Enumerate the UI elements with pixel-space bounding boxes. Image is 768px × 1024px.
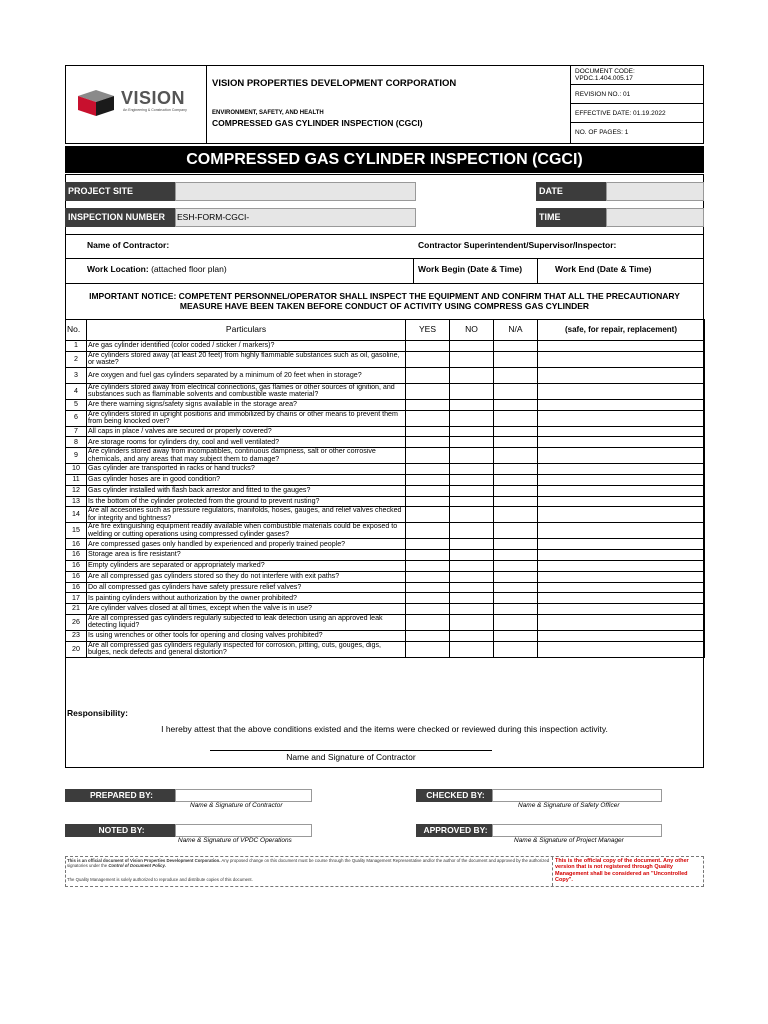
work-begin-label: Work Begin (Date & Time) (418, 264, 523, 274)
work-location-label: Work Location: (attached floor plan) (87, 264, 227, 274)
yes-cell[interactable] (406, 539, 450, 550)
remarks-cell[interactable] (538, 351, 705, 367)
remarks-cell[interactable] (538, 560, 705, 571)
no-of-pages: NO. OF PAGES: 1 (575, 129, 629, 136)
checklist-row (66, 437, 705, 448)
row-number: 12 (66, 485, 87, 496)
yes-cell[interactable] (406, 550, 450, 561)
checklist-row (66, 426, 705, 437)
remarks-cell[interactable] (538, 630, 705, 641)
na-cell[interactable] (494, 437, 538, 448)
official-notice: This is an official document of Vision Properties Development Corporation. Any proposed change on this document must be course through the Quality Management Representative and/or the author of the document and approved by the authorized signatories under the Control of Document Policy. (67, 858, 550, 868)
no-cell[interactable] (450, 571, 494, 582)
na-cell[interactable] (494, 426, 538, 437)
row-number: 5 (66, 399, 87, 410)
row-particular: Are oxygen and fuel gas cylinders separated by a minimum of 20 feet when in storage? (87, 367, 406, 383)
na-cell[interactable] (494, 367, 538, 383)
no-cell[interactable] (450, 523, 494, 539)
no-cell[interactable] (450, 464, 494, 475)
yes-cell[interactable] (406, 410, 450, 426)
vision-logo-icon (76, 88, 116, 118)
yes-cell[interactable] (406, 437, 450, 448)
approved-caption: Name & Signature of Project Manager (514, 837, 624, 844)
no-cell[interactable] (450, 630, 494, 641)
row-particular: Are cylinders stored away (at least 20 feet) from highly flammable substances such as oil, gasoline, or waste? (87, 351, 406, 367)
attestation-statement: I hereby attest that the above conditions existed and the items were checked or reviewed during this inspection activity. (161, 724, 608, 734)
yes-cell[interactable] (406, 399, 450, 410)
inspection-number-input[interactable] (175, 208, 416, 227)
na-cell[interactable] (494, 351, 538, 367)
yes-cell[interactable] (406, 485, 450, 496)
checklist-row (66, 614, 705, 630)
na-cell[interactable] (494, 593, 538, 604)
checklist-row (66, 448, 705, 464)
remarks-cell[interactable] (538, 464, 705, 475)
prepared-caption: Name & Signature of Contractor (190, 802, 283, 809)
row-number: 17 (66, 593, 87, 604)
na-cell[interactable] (494, 448, 538, 464)
remarks-cell[interactable] (538, 523, 705, 539)
no-cell[interactable] (450, 426, 494, 437)
logo-tagline: An Engineering & Construction Company (123, 108, 187, 112)
yes-cell[interactable] (406, 448, 450, 464)
checklist-row (66, 474, 705, 485)
na-cell[interactable] (494, 485, 538, 496)
yes-cell[interactable] (406, 367, 450, 383)
na-cell[interactable] (494, 614, 538, 630)
no-cell[interactable] (450, 399, 494, 410)
no-cell[interactable] (450, 550, 494, 561)
col-no-answer: NO (450, 320, 494, 341)
row-particular: Are compressed gases only handled by experienced and properly trained people? (87, 539, 406, 550)
superintendent-label: Contractor Superintendent/Supervisor/Inspector: (418, 240, 617, 250)
revision-no: REVISION NO.: 01 (571, 85, 704, 104)
row-number: 16 (66, 539, 87, 550)
checklist-row (66, 539, 705, 550)
important-notice: IMPORTANT NOTICE: COMPETENT PERSONNEL/OPERATOR SHALL INSPECT THE EQUIPMENT AND CONFIRM THAT ALL THE PRECAUTIONARY MEASURE HAVE BEEN TAKEN BEFORE CONDUCT OF ACTIVITY USING COMPRESS GAS CYLINDER (89, 291, 680, 311)
yes-cell[interactable] (406, 383, 450, 399)
checklist-row (66, 630, 705, 641)
remarks-cell[interactable] (538, 485, 705, 496)
no-cell[interactable] (450, 604, 494, 615)
divider (413, 259, 414, 284)
na-cell[interactable] (494, 474, 538, 485)
row-particular: Gas cylinder are transported in racks or hand trucks? (87, 464, 406, 475)
row-particular: Are cylinders stored away from electrical connections, gas flames or other sources of ignition, and substances such as flammable solvents and combustible waste material? (87, 383, 406, 399)
noted-by-input[interactable] (175, 824, 312, 837)
row-number: 2 (66, 351, 87, 367)
na-cell[interactable] (494, 539, 538, 550)
row-number: 3 (66, 367, 87, 383)
company-name: VISION PROPERTIES DEVELOPMENT CORPORATION (212, 78, 457, 89)
checklist-row (66, 399, 705, 410)
remarks-cell[interactable] (538, 496, 705, 507)
noted-by-label: NOTED BY: (65, 824, 175, 837)
footer (65, 856, 704, 887)
document-control-cell (570, 66, 703, 143)
yes-cell[interactable] (406, 523, 450, 539)
remarks-cell[interactable] (538, 582, 705, 593)
checklist-row (66, 341, 705, 352)
no-cell[interactable] (450, 448, 494, 464)
row-particular: Are gas cylinder identified (color coded / sticker / markers)? (87, 341, 406, 352)
row-particular: Are all compressed gas cylinders regularly inspected for corrosion, pitting, cuts, gouges, digs, bulges, neck defects and general distortion? (87, 641, 406, 657)
remarks-cell[interactable] (538, 399, 705, 410)
col-remarks: (safe, for repair, replacement) (538, 320, 705, 341)
row-particular: Do all compressed gas cylinders have safety pressure relief valves? (87, 582, 406, 593)
doc-code: DOCUMENT CODE: VPDC.1.404.005.17 (571, 66, 704, 85)
no-cell[interactable] (450, 496, 494, 507)
row-number: 16 (66, 571, 87, 582)
contractor-name-label: Name of Contractor: (87, 240, 170, 250)
no-cell[interactable] (450, 614, 494, 630)
checklist-row (66, 593, 705, 604)
yes-cell[interactable] (406, 614, 450, 630)
approved-by-label: APPROVED BY: (416, 824, 492, 837)
noted-caption: Name & Signature of VPDC Operations (178, 837, 292, 844)
col-na: N/A (494, 320, 538, 341)
row-number: 6 (66, 410, 87, 426)
na-cell[interactable] (494, 383, 538, 399)
remarks-cell[interactable] (538, 641, 705, 657)
yes-cell[interactable] (406, 593, 450, 604)
prepared-by-input[interactable] (175, 789, 312, 802)
remarks-cell[interactable] (538, 426, 705, 437)
effective-date: EFFECTIVE DATE: 01.19.2022 (571, 104, 704, 123)
no-cell[interactable] (450, 437, 494, 448)
na-cell[interactable] (494, 523, 538, 539)
row-particular: All caps in place / valves are secured or properly covered? (87, 426, 406, 437)
checklist-row (66, 582, 705, 593)
form-title: COMPRESSED GAS CYLINDER INSPECTION (CGCI) (186, 151, 583, 168)
row-particular: Are all compressed gas cylinders regularly subjected to leak detection using an approved leak detecting liquid? (87, 614, 406, 630)
no-cell[interactable] (450, 341, 494, 352)
row-number: 26 (66, 614, 87, 630)
no-cell[interactable] (450, 485, 494, 496)
na-cell[interactable] (494, 341, 538, 352)
no-cell[interactable] (450, 383, 494, 399)
na-cell[interactable] (494, 641, 538, 657)
row-particular: Are all compressed gas cylinders stored so they do not interfere with exit paths? (87, 571, 406, 582)
na-cell[interactable] (494, 630, 538, 641)
remarks-cell[interactable] (538, 383, 705, 399)
yes-cell[interactable] (406, 641, 450, 657)
checked-caption: Name & Signature of Safety Officer (518, 802, 620, 809)
checklist-row (66, 383, 705, 399)
checklist-row (66, 410, 705, 426)
checklist-row (66, 571, 705, 582)
checklist-row (66, 485, 705, 496)
checklist-row (66, 604, 705, 615)
remarks-cell[interactable] (538, 410, 705, 426)
checklist-row (66, 641, 705, 657)
row-particular: Are fire extinguishing equipment readily available when combustible materials could be exposed to welding or cutting operations using compressed cylinder gases? (87, 523, 406, 539)
na-cell[interactable] (494, 496, 538, 507)
qm-note: The Quality Management is solely authorized to reproduce and distribute copies of this document. (67, 877, 253, 882)
remarks-cell[interactable] (538, 614, 705, 630)
no-cell[interactable] (450, 539, 494, 550)
row-number: 23 (66, 630, 87, 641)
na-cell[interactable] (494, 507, 538, 523)
col-particulars: Particulars (87, 320, 406, 341)
yes-cell[interactable] (406, 604, 450, 615)
na-cell[interactable] (494, 560, 538, 571)
project-site-input[interactable] (175, 182, 416, 201)
row-particular: Are cylinders stored away from incompatibles, continuous dampness, salt or other corrosive chemicals, and any areas that may subject them to damage? (87, 448, 406, 464)
na-cell[interactable] (494, 571, 538, 582)
row-number: 15 (66, 523, 87, 539)
contractor-signature-label: Name and Signature of Contractor (286, 752, 416, 762)
inspection-checklist (65, 319, 705, 658)
no-cell[interactable] (450, 351, 494, 367)
checked-by-label: CHECKED BY: (416, 789, 492, 802)
row-particular: Gas cylinder hoses are in good condition? (87, 474, 406, 485)
no-cell[interactable] (450, 641, 494, 657)
yes-cell[interactable] (406, 426, 450, 437)
contractor-signature-line (210, 750, 492, 751)
remarks-cell[interactable] (538, 367, 705, 383)
remarks-cell[interactable] (538, 593, 705, 604)
row-number: 16 (66, 550, 87, 561)
checklist-row (66, 550, 705, 561)
logo-cell (66, 66, 207, 143)
na-cell[interactable] (494, 550, 538, 561)
uncontrolled-copy-warning: This is the official copy of the document. Any other version that is not registered through Quality Management shall be considered an "Uncontrolled Copy". (555, 858, 689, 883)
row-number: 13 (66, 496, 87, 507)
yes-cell[interactable] (406, 474, 450, 485)
remarks-cell[interactable] (538, 474, 705, 485)
row-particular: Are all accesories such as pressure regulators, manifolds, hoses, gauges, and relief valves checked for integrity and tightness? (87, 507, 406, 523)
na-cell[interactable] (494, 604, 538, 615)
checklist-header-row (66, 320, 705, 341)
na-cell[interactable] (494, 410, 538, 426)
time-label: TIME (536, 208, 606, 227)
row-particular: Are storage rooms for cylinders dry, cool and well ventilated? (87, 437, 406, 448)
remarks-cell[interactable] (538, 437, 705, 448)
remarks-cell[interactable] (538, 571, 705, 582)
logo-text: VISION (121, 88, 186, 108)
form-title-bar (65, 146, 704, 173)
time-input[interactable] (606, 208, 704, 227)
contractor-block (65, 234, 704, 284)
checklist-row (66, 464, 705, 475)
yes-cell[interactable] (406, 341, 450, 352)
row-number: 9 (66, 448, 87, 464)
row-particular: Storage area is fire resistant? (87, 550, 406, 561)
row-number: 16 (66, 582, 87, 593)
yes-cell[interactable] (406, 630, 450, 641)
checklist-row (66, 560, 705, 571)
checklist-row (66, 507, 705, 523)
yes-cell[interactable] (406, 351, 450, 367)
yes-cell[interactable] (406, 496, 450, 507)
divider (537, 259, 538, 284)
department: ENVIRONMENT, SAFETY, AND HEALTH (212, 110, 324, 116)
row-number: 1 (66, 341, 87, 352)
no-cell[interactable] (450, 474, 494, 485)
remarks-cell[interactable] (538, 604, 705, 615)
col-yes: YES (406, 320, 450, 341)
checklist-row (66, 367, 705, 383)
responsibility-label: Responsibility: (67, 708, 128, 718)
row-particular: Are cylinder valves closed at all times, except when the valve is in use? (87, 604, 406, 615)
row-number: 4 (66, 383, 87, 399)
no-cell[interactable] (450, 367, 494, 383)
approved-by-input[interactable] (492, 824, 662, 837)
row-particular: Is painting cylinders without authorization by the owner prohibited? (87, 593, 406, 604)
work-end-label: Work End (Date & Time) (555, 264, 652, 274)
row-particular: Gas cylinder installed with flash back arrestor and fitted to the gauges? (87, 485, 406, 496)
row-number: 14 (66, 507, 87, 523)
yes-cell[interactable] (406, 507, 450, 523)
na-cell[interactable] (494, 582, 538, 593)
yes-cell[interactable] (406, 560, 450, 571)
inspection-number-label: INSPECTION NUMBER (65, 208, 175, 227)
date-label: DATE (536, 182, 606, 201)
remarks-cell[interactable] (538, 507, 705, 523)
row-number: 21 (66, 604, 87, 615)
row-particular: Are there warning signs/safety signs available in the storage area? (87, 399, 406, 410)
document-header (65, 65, 704, 144)
remarks-cell[interactable] (538, 539, 705, 550)
inspection-number-value: ESH-FORM-CGCI- (177, 212, 250, 222)
row-number: 11 (66, 474, 87, 485)
yes-cell[interactable] (406, 571, 450, 582)
row-particular: Are cylinders stored in upright positions and immobilized by chains or other means to prevent them from being knocked over? (87, 410, 406, 426)
remarks-cell[interactable] (538, 341, 705, 352)
footer-divider (552, 857, 553, 886)
row-number: 7 (66, 426, 87, 437)
row-number: 16 (66, 560, 87, 571)
row-number: 10 (66, 464, 87, 475)
row-particular: Empty cylinders are separated or appropriately marked? (87, 560, 406, 571)
row-number: 8 (66, 437, 87, 448)
no-cell[interactable] (450, 410, 494, 426)
na-cell[interactable] (494, 464, 538, 475)
yes-cell[interactable] (406, 464, 450, 475)
checklist-row (66, 351, 705, 367)
row-number: 20 (66, 641, 87, 657)
na-cell[interactable] (494, 399, 538, 410)
checklist-row (66, 523, 705, 539)
checked-by-input[interactable] (492, 789, 662, 802)
project-site-label: PROJECT SITE (65, 182, 175, 201)
col-no: No. (66, 320, 87, 341)
checklist-row (66, 496, 705, 507)
remarks-cell[interactable] (538, 550, 705, 561)
date-input[interactable] (606, 182, 704, 201)
no-cell[interactable] (450, 507, 494, 523)
row-particular: Is using wrenches or other tools for opening and closing valves prohibited? (87, 630, 406, 641)
form-name: COMPRESSED GAS CYLINDER INSPECTION (CGCI) (212, 118, 423, 128)
prepared-by-label: PREPARED BY: (65, 789, 175, 802)
yes-cell[interactable] (406, 582, 450, 593)
no-cell[interactable] (450, 582, 494, 593)
row-particular: Is the bottom of the cylinder protected from the ground to prevent rusting? (87, 496, 406, 507)
no-cell[interactable] (450, 560, 494, 571)
remarks-cell[interactable] (538, 448, 705, 464)
no-cell[interactable] (450, 593, 494, 604)
